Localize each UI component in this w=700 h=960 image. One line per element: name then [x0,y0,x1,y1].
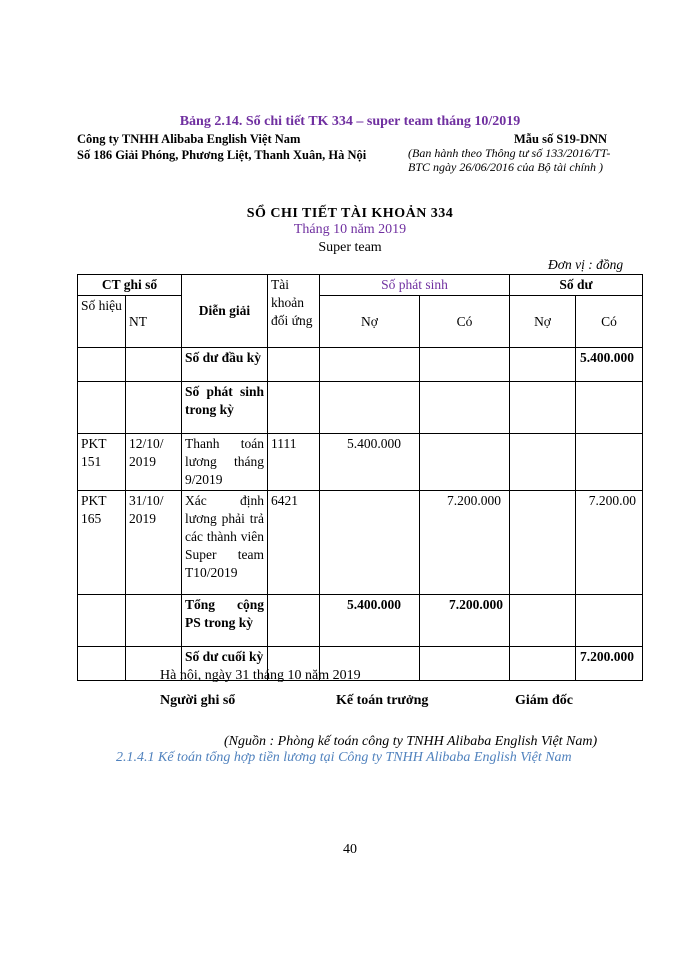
cell-dien-giai: Xác định lương phải trả các thành viên Super team T10/2019 [182,491,268,595]
cell-ps-no [320,382,420,434]
company-name: Công ty TNHH Alibaba English Việt Nam [77,132,301,146]
cell-tk [268,595,320,647]
cell-nt [126,595,182,647]
cell-ps-co: 7.200.000 [420,595,510,647]
cell-du-co: 5.400.000 [576,348,643,382]
signature-recorder: Người ghi sổ [160,693,236,708]
cell-dien-giai: Số dư cuối kỳ [182,647,268,681]
cell-ps-co [420,382,510,434]
decree-note: (Ban hành theo Thông tư số 133/2016/TT-BTC ngày 26/06/2016 của Bộ tài chính ) [408,146,611,174]
cell-so-hieu [78,382,126,434]
date-line: Hà nội, ngày 31 tháng 10 năm 2019 [160,668,361,683]
cell-du-co [576,434,643,491]
header-co-du: Có [576,296,643,348]
cell-ps-no [320,348,420,382]
header-no-phat-sinh: Nợ [320,296,420,348]
ledger-month: Tháng 10 năm 2019 [293,222,407,237]
cell-du-no [510,595,576,647]
header-tk-doi-ung: Tài khoản đối ứng [268,275,320,348]
table-row [78,491,643,595]
header-ct-ghi-so: CT ghi sổ [78,275,182,296]
header-dien-giai: Diễn giải [182,275,268,348]
ledger-title: SỔ CHI TIẾT TÀI KHOẢN 334 [246,206,454,221]
company-address: Số 186 Giải Phóng, Phương Liệt, Thanh Xuân, Hà Nội [77,148,367,162]
header-so-du: Số dư [510,275,643,296]
signature-director: Giám đốc [515,693,573,708]
cell-ps-co [420,434,510,491]
header-co-phat-sinh: Có [420,296,510,348]
header-so-hieu: Số hiệu [78,296,126,348]
cell-dien-giai: Số dư đầu kỳ [182,348,268,382]
table-row [78,595,643,647]
cell-so-hieu [78,647,126,681]
cell-so-hieu [78,348,126,382]
cell-ps-no: 5.400.000 [320,595,420,647]
cell-nt: 12/10/ 2019 [126,434,182,491]
cell-du-no [510,434,576,491]
cell-so-hieu [78,595,126,647]
cell-du-co [576,595,643,647]
cell-du-no [510,382,576,434]
cell-nt [126,348,182,382]
source-note: (Nguồn : Phòng kế toán công ty TNHH Alibaba English Việt Nam) [224,734,598,749]
cell-du-no [510,647,576,681]
table-row [78,434,643,491]
cell-nt [126,382,182,434]
section-heading: 2.1.4.1 Kế toán tổng hợp tiền lương tại Công ty TNHH Alibaba English Việt Nam [116,750,572,765]
cell-dien-giai: Tổng cộng PS trong kỳ [182,595,268,647]
cell-tk: 1111 [268,434,320,491]
header-so-phat-sinh: Số phát sinh [320,275,510,296]
cell-nt: 31/10/ 2019 [126,491,182,595]
cell-so-hieu: PKT 165 [78,491,126,595]
header-no-du: Nợ [510,296,576,348]
cell-ps-no [320,491,420,595]
signature-chief-accountant: Kế toán trưởng [336,693,429,708]
table-row [78,382,643,434]
ledger-team: Super team [318,240,382,255]
page-number: 40 [343,842,357,857]
cell-tk: 6421 [268,491,320,595]
form-code: Mẫu số S19-DNN [514,132,608,146]
table-caption: Bảng 2.14. Sổ chi tiết TK 334 – super team tháng 10/2019 [179,114,521,129]
cell-du-co [576,382,643,434]
ledger-table [77,274,643,681]
table-row [78,348,643,382]
cell-dien-giai: Số phát sinh trong kỳ [182,382,268,434]
cell-ps-co [420,647,510,681]
cell-dien-giai: Thanh toán lương tháng 9/2019 [182,434,268,491]
cell-du-no [510,491,576,595]
cell-tk [268,382,320,434]
cell-du-co: 7.200.00 [576,491,643,595]
cell-ps-co: 7.200.000 [420,491,510,595]
currency-unit: Đơn vị : đồng [548,257,624,272]
header-nt: NT [126,296,182,348]
cell-so-hieu: PKT 151 [78,434,126,491]
cell-du-no [510,348,576,382]
cell-ps-co [420,348,510,382]
cell-ps-no: 5.400.000 [320,434,420,491]
cell-du-co: 7.200.000 [576,647,643,681]
cell-tk [268,348,320,382]
